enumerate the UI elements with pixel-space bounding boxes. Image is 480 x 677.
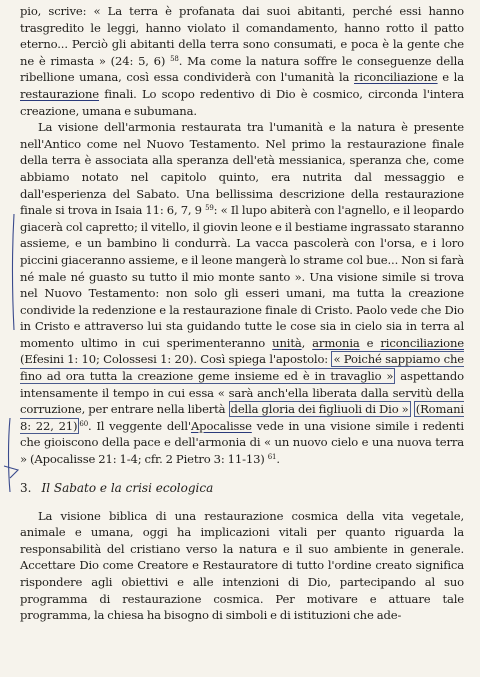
section-title: Il Sabato e la crisi ecologica (41, 480, 214, 495)
boxed-quotation: della gloria dei figliuoli di Dio » (230, 402, 409, 417)
paragraph-3: La visione biblica di una restaurazione cosmica della vita vegetale, animale e umana, oggi ha implicazioni vitali per quanto riguarda la responsabilità del cristiano verso la natura e il suo ambiente in generale. Accettare Dio come Creatore e Restauratore di tutto l'ordine creato significa rispondere agli obiettivi e alle intenzioni di Dio, partecipando al suo programma di restaurazione cosmica. Per motivare e attuare tale programma, la chiesa ha bisogno di simboli e di istituzioni che ade- (20, 508, 464, 623)
underlined-term: Apocalisse (190, 418, 252, 433)
footnote-ref: 58 (170, 54, 179, 63)
underlined-term: riconciliazione (354, 70, 438, 85)
boxed-reference: (Romani 8: 22, 21) (20, 402, 464, 433)
section-number: 3. (20, 480, 32, 495)
footnote-ref: 59 (205, 204, 214, 213)
underlined-term: riconciliazione (380, 335, 464, 350)
paragraph-1: pio, scrive: « La terra è profanata dai suoi abitanti, perché essi hanno trasgredito le leggi, hanno violato il comandamento, hanno rotto il patto eterno... Perciò gli abitanti della terra sono consumati, e poca è la gente che ne è rimasta » (24: 5, 6) $^{58}$. Ma come la natura soffre le conseguenze della ribellione umana, così essa condividerà con l'umanità la riconciliazione e la restaurazione finali. Lo scopo redentivo di Dio è cosmico, circonda l'intera creazione, umana e subumana. (20, 4, 464, 118)
footnote-ref: 60 (79, 419, 88, 428)
margin-line-mark (9, 418, 11, 492)
section-heading (20, 480, 464, 496)
underlined-term: restaurazione (20, 86, 100, 101)
paragraph-2: La visione dell'armonia restaurata tra l'umanità e la natura è presente nell'Antico come nel Nuovo Testamento. Nel primo la restaurazione finale della terra è associata alla speranza dell'età messianica, speranza che, come abbiamo notato nel capitolo quinto, era nutrita dal messaggio e dall'esperienza del Sabato. Una bellissima descrizione della restaurazione finale si trova in Isaia 11: 6, 7, 9 $^{59}$: « Il lupo abiterà con l'agnello, e il leopardo giacerà col capretto; il vitello, il giovin leone e il bestiame ingrassato staranno assieme, e un bambino li condurrà. La vacca pascolerà con l'orsa, e i loro piccini giaceranno assieme, e il leone mangerà lo strame col bue... Non si farà né male né guasto su tutto il mio monte santo ». Una visione simile si trova nel Nuovo Testamento: non solo gli esseri umani, ma tutta la creazione condivide la redenzione e la restaurazione finale di Cristo. Paolo vede che Dio in Cristo e attraverso lui sta guidando tutte le cose sia in cielo sia in terra al momento ultimo in cui sperimenteranno unità, armonia e riconciliazione (Efesini 1: 10; Colossesi 1: 20). Così spiega l'apostolo: « Poiché sappiamo che fino ad ora tutta la creazione geme insieme ed è in travaglio » aspettando intensamente il tempo in cui essa « sarà anch'ella liberata dalla servitù della corruzione, per entrare nella libertà della gloria dei figliuoli di Dio » (Romani 8: 22, 21) $^{60}$. Il veggente dell'Apocalisse vede in una visione simile i redenti che gioiscono della pace e dell'armonia di « un nuovo cielo e una nuova terra » (Apocalisse 21: 1-4; cfr. 2 Pietro 3: 11-13) $^{61}$. (20, 120, 465, 467)
underlined-term: armonia (312, 335, 360, 350)
margin-line-mark (13, 214, 15, 330)
boxed-quotation: « Poiché sappiamo che fino ad ora tutta la creazione geme insieme ed è in travaglio » (20, 352, 464, 384)
margin-arrow-mark (4, 466, 18, 478)
underlined-term: unità (272, 335, 302, 350)
footnote-ref: 61 (267, 453, 277, 462)
